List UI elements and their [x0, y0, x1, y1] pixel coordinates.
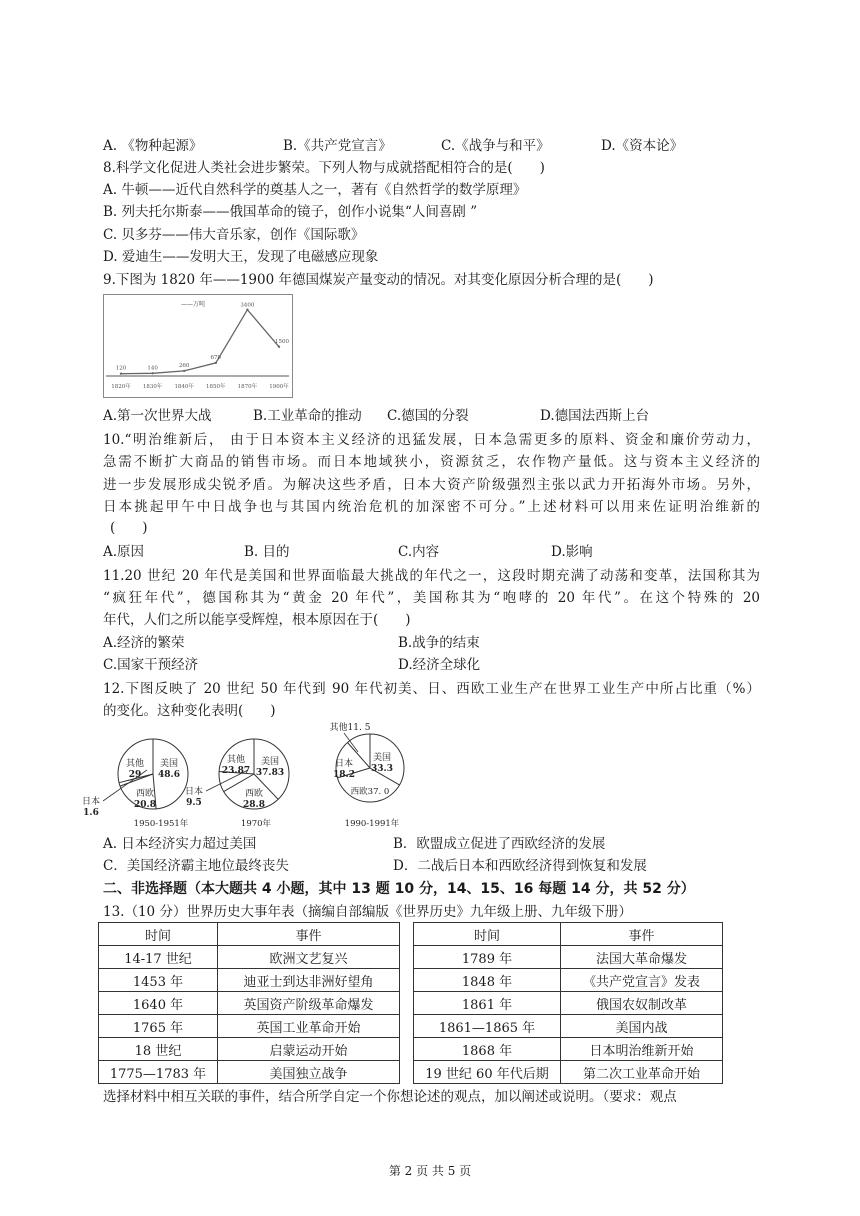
q9-options — [103, 406, 763, 426]
coal-chart-legend: ——万吨 — [181, 301, 206, 308]
q13-stem: 13.（10 分）世界历史大事年表（摘编自部编版《世界历史》九年级上册、九年级下册） — [103, 904, 632, 920]
pie-slice-label: 其他 — [226, 755, 246, 765]
coal-data-point — [215, 362, 217, 364]
q10-line-2: 急需不断扩大商品的销售市场。而日本地域狭小，资源贫乏，农作物产量低。这与资本主义经济的 — [103, 454, 760, 470]
table-row — [99, 946, 400, 969]
coal-x-tick-label: 1830年 — [142, 384, 163, 390]
pie-chart-title: 1950-1951年 — [133, 819, 189, 829]
time-cell: 1861 年 — [414, 992, 561, 1015]
pie-slice-value: 29 — [128, 770, 142, 780]
time-cell: 1848 年 — [414, 969, 561, 992]
q12-option-b: B．欧盟成立促进了西欧经济的发展 — [393, 836, 606, 852]
coal-data-point — [183, 370, 185, 372]
q10-option-d: D.影响 — [551, 544, 593, 560]
pie-slice-label: 美国 — [260, 757, 280, 767]
coal-data-point — [120, 372, 122, 374]
q10-line-4: 日本挑起甲午中日战争也与其国内统治危机的加深密不可分。”上述材料可以用来佐证明治维新的 — [103, 499, 760, 515]
q10-option-b: B. 目的 — [244, 544, 290, 560]
pie-chart-title: 1990-1991年 — [344, 819, 400, 829]
pie-slice-label: 西欧37. 0 — [350, 787, 390, 797]
q12-option-d: D．二战后日本和西欧经济得到恢复和发展 — [393, 858, 647, 874]
table-row — [414, 1038, 723, 1061]
pie-slice-label: 其他 — [125, 759, 145, 769]
pie-slice-value: 37.83 — [255, 768, 285, 778]
table-row — [414, 1061, 723, 1084]
time-cell: 1775—1783 年 — [99, 1061, 218, 1084]
pie-slice-value: 20.8 — [134, 800, 156, 810]
q7-option-d: D.《资本论》 — [601, 138, 684, 154]
event-cell: 英国资产阶级革命爆发 — [218, 992, 400, 1015]
coal-data-label: 260 — [178, 362, 190, 369]
time-cell: 18 世纪 — [99, 1038, 218, 1061]
q7-options — [103, 136, 763, 156]
q11-option-a: A.经济的繁荣 — [103, 635, 185, 651]
event-cell: 第二次工业革命开始 — [561, 1061, 723, 1084]
event-cell: 迪亚士到达非洲好望角 — [218, 969, 400, 992]
event-cell: 法国大革命爆发 — [561, 946, 723, 969]
pie-chart-1 — [82, 739, 189, 829]
header-time: 时间 — [99, 923, 218, 946]
pie-slice-label: 美国 — [159, 759, 179, 769]
pie-slice-value: 48.6 — [158, 770, 180, 780]
header-event: 事件 — [218, 923, 400, 946]
q8-option-c: C. 贝多芬——伟大音乐家，创作《国际歌》 — [103, 227, 365, 243]
pie-slice-label: 西欧 — [244, 789, 264, 799]
pie-chart-2 — [185, 739, 289, 829]
q12-option-c: C．美国经济霸主地位最终丧失 — [103, 858, 289, 874]
coal-data-label: 3400 — [240, 302, 255, 309]
q11-line-2: “疯狂年代”，德国称其为“黄金 20 年代”，美国称其为“咆哮的 20 年代”。在这个特殊的 20 — [103, 590, 760, 606]
header-time: 时间 — [414, 923, 561, 946]
q7-option-c: C.《战争与和平》 — [441, 138, 550, 154]
coal-x-tick-label: 1840年 — [174, 384, 194, 390]
events-table-right — [413, 922, 723, 1084]
pie-slice-value: 28.8 — [243, 800, 265, 810]
q8-option-a: A. 牛顿——近代自然科学的奠基人之一，著有《自然哲学的数学原理》 — [103, 182, 527, 198]
pie-charts-figure — [81, 718, 413, 830]
pie-slice-value: 9.5 — [186, 798, 202, 808]
coal-x-tick-label: 1820年 — [111, 384, 131, 390]
q10-bracket: ( ) — [110, 520, 148, 536]
q12-option-a: A. 日本经济实力超过美国 — [103, 836, 257, 852]
q11-line-3: 年代，人们之所以能享受辉煌，根本原因在于( ) — [103, 612, 411, 628]
q12-options-row-2 — [103, 856, 763, 876]
q12-line-1: 12.下图反映了 20 世纪 50 年代到 90 年代初美、日、西欧工业生产在世界工业生产中所占比重（%） — [103, 681, 760, 697]
pie-slice-label: 日本 — [81, 797, 101, 807]
time-cell: 1868 年 — [414, 1038, 561, 1061]
q10-options — [103, 542, 763, 562]
event-cell: 启蒙运动开始 — [218, 1038, 400, 1061]
q8-option-d: D. 爱迪生——发明大王，发现了电磁感应现象 — [103, 249, 379, 265]
table-row — [414, 1015, 723, 1038]
table-row — [99, 1038, 400, 1061]
section-2-title: 二、非选择题（本大题共 4 小题，其中 13 题 10 分，14、15、16 每题 14 分，共 52 分） — [103, 881, 695, 897]
coal-data-label: 120 — [115, 365, 127, 372]
pie-charts — [82, 721, 404, 829]
table-row — [99, 1061, 400, 1084]
coal-line-chart — [103, 294, 293, 398]
q9-option-a: A.第一次世界大战 — [103, 408, 212, 424]
q12-line-2: 的变化。这种变化表明( ) — [103, 703, 276, 719]
pie-slice-label: 其他11. 5 — [329, 723, 371, 733]
pie-slice-value: 33.3 — [371, 764, 393, 774]
q8-option-b: B. 列夫托尔斯泰——俄国革命的镜子，创作小说集“人间喜剧 ” — [103, 204, 478, 220]
time-cell: 1640 年 — [99, 992, 218, 1015]
event-cell: 俄国农奴制改革 — [561, 992, 723, 1015]
q9-option-c: C.德国的分裂 — [387, 408, 469, 424]
coal-chart-frame — [104, 295, 293, 398]
q11-option-c: C.国家干预经济 — [103, 657, 199, 673]
coal-data-point — [246, 309, 248, 311]
q9-option-d: D.德国法西斯上台 — [540, 408, 650, 424]
time-cell: 1765 年 — [99, 1015, 218, 1038]
time-cell: 14-17 世纪 — [99, 946, 218, 969]
q11-option-d: D.经济全球化 — [398, 657, 481, 673]
pie-slice-value: 23.87 — [221, 766, 251, 776]
time-cell: 1453 年 — [99, 969, 218, 992]
pie-chart-3 — [330, 721, 404, 829]
time-cell: 1789 年 — [414, 946, 561, 969]
table-row — [414, 946, 723, 969]
event-cell: 美国内战 — [561, 1015, 723, 1038]
pie-slice-value: 18.2 — [333, 770, 355, 780]
coal-x-tick-label: 1870年 — [237, 384, 258, 390]
q10-option-c: C.内容 — [398, 544, 440, 560]
pie-slice-label: 日本 — [334, 759, 354, 769]
q11-line-1: 11.20 世纪 20 年代是美国和世界面临最大挑战的年代之一，这段时期充满了动荡和变革，法国称其为 — [103, 568, 760, 584]
table-row — [99, 992, 400, 1015]
pie-slice-value: 1.6 — [83, 808, 99, 818]
table-row — [414, 992, 723, 1015]
pie-slice-label: 日本 — [184, 787, 204, 797]
event-cell: 英国工业革命开始 — [218, 1015, 400, 1038]
q7-option-b: B.《共产党宣言》 — [283, 138, 392, 154]
event-cell: 欧洲文艺复兴 — [218, 946, 400, 969]
pie-slice-label: 美国 — [372, 753, 392, 763]
q12-options-row-1 — [103, 834, 763, 854]
events-table-left — [98, 922, 400, 1084]
table-row — [99, 1015, 400, 1038]
coal-data-label: 1500 — [275, 338, 289, 345]
event-cell: 《共产党宣言》发表 — [561, 969, 723, 992]
table-row — [414, 969, 723, 992]
table-header-row — [414, 923, 723, 946]
coal-data-label: 670 — [210, 354, 222, 361]
q11-options-row-2 — [103, 655, 763, 675]
header-event: 事件 — [561, 923, 723, 946]
q10-line-1: 10.“明治维新后， 由于日本资本主义经济的迅猛发展，日本急需更多的原料、资金和廉价劳动力， — [103, 432, 760, 448]
coal-data-label: 140 — [147, 365, 158, 372]
event-cell: 美国独立战争 — [218, 1061, 400, 1084]
pie-chart-title: 1970年 — [240, 819, 272, 829]
q10-option-a: A.原因 — [103, 544, 145, 560]
page-footer: 第 2 页 共 5 页 — [388, 1164, 472, 1178]
q13-instructions: 选择材料中相互关联的事件，结合所学自定一个你想论述的观点，加以阐述或说明。（要求：观点 — [103, 1089, 677, 1105]
q11-options-row-1 — [103, 633, 763, 653]
coal-x-tick-label: 1900年 — [269, 384, 289, 390]
event-cell: 日本明治维新开始 — [561, 1038, 723, 1061]
table-row — [99, 969, 400, 992]
coal-data-point — [278, 346, 280, 348]
q11-option-b: B.战争的结束 — [398, 635, 480, 651]
table-header-row — [99, 923, 400, 946]
q8-stem: 8.科学文化促进人类社会进步繁荣。下列人物与成就搭配相符合的是( ) — [103, 160, 545, 176]
q9-option-b: B.工业革命的推动 — [253, 408, 362, 424]
q10-line-3: 进一步发展形成尖锐矛盾。为解决这些矛盾，日本大资产阶级强烈主张以武力开拓海外市场。另外， — [103, 477, 760, 493]
q9-stem: 9.下图为 1820 年——1900 年德国煤炭产量变动的情况。对其变化原因分析合理的是( ) — [103, 272, 654, 288]
time-cell: 19 世纪 60 年代后期 — [414, 1061, 561, 1084]
coal-x-tick-label: 1850年 — [206, 384, 226, 390]
coal-data-point — [151, 372, 153, 374]
time-cell: 1861—1865 年 — [414, 1015, 561, 1038]
pie-slice-label: 西欧 — [135, 789, 155, 799]
q7-option-a: A. 《物种起源》 — [103, 138, 203, 154]
